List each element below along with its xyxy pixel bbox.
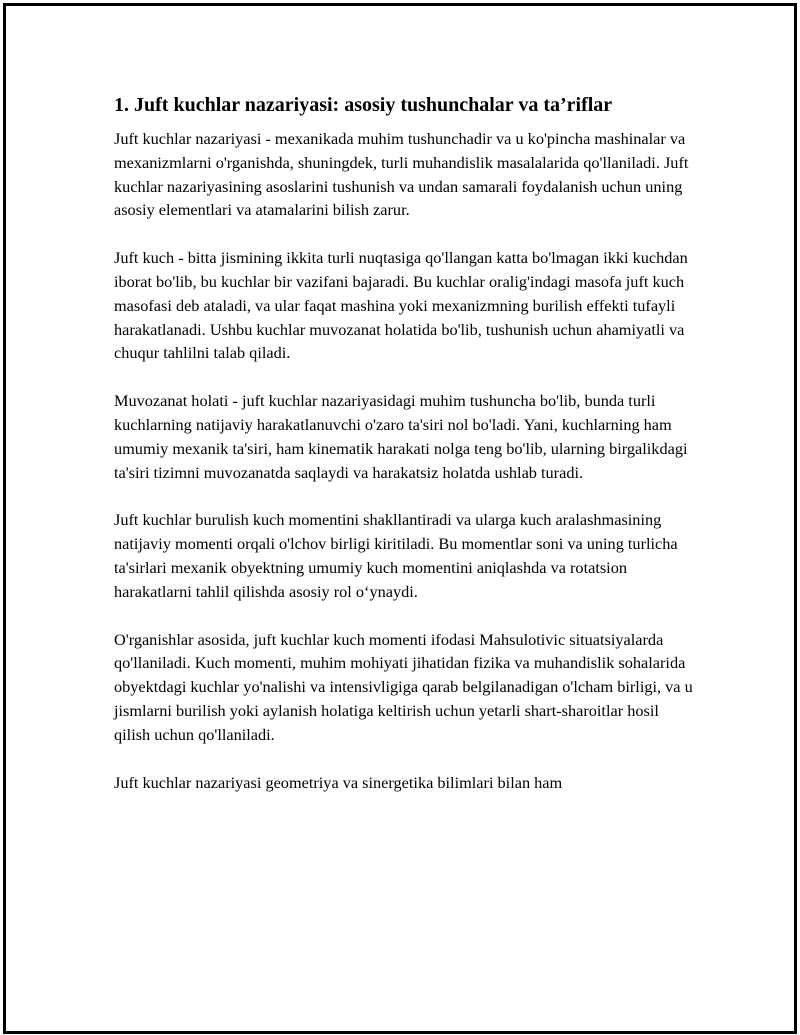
paragraph-2: Juft kuch - bitta jismining ikkita turli nuqtasiga qo'llangan katta bo'lmagan ikki kuchdan iborat bo'lib, bu kuchlar bir vazifani bajaradi. Bu kuchlar oralig'indagi masofa juft kuch masofasi deb ataladi, va ular faqat mashina yoki mexanizmning burilish effekti tufayli harakatlanadi. Ushbu kuchlar muvozanat holatida bo'lib, tushunish uchun ahamiyatli va chuqur tahlilni talab qiladi. bbox=[114, 248, 688, 363]
paragraph-6: Juft kuchlar nazariyasi geometriya va sinergetika bilimlari bilan ham bbox=[114, 772, 563, 792]
paragraph-4: Juft kuchlar burulish kuch momentini shakllantiradi va ularga kuch aralashmasining natijaviy momenti orqali o'lchov birligi kiritiladi. Bu momentlar soni va uning turlicha ta'sirlari mexanik obyektning umumiy kuch momentini aniqlashda va rotatsion harakatlarni tahlil qilishda asosiy rol o‘ynaydi. bbox=[114, 510, 678, 601]
paragraph-3: Muvozanat holati - juft kuchlar nazariyasidagi muhim tushuncha bo'lib, bunda turli kuchlarning natijaviy harakatlanuvchi o'zaro ta'siri nol bo'ladi. Yani, kuchlarning ham umumiy mexanik ta'siri, ham kinematik harakati nolga teng bo'lib, ularning birgalikdagi ta'siri tizimni muvozanatda saqlaydi va harakatsiz holatda ushlab turadi. bbox=[114, 391, 688, 482]
document-body bbox=[114, 92, 694, 818]
section-heading: 1. Juft kuchlar nazariyasi: asosiy tushunchalar va ta’riflar bbox=[114, 94, 613, 116]
paragraph-1: Juft kuchlar nazariyasi - mexanikada muhim tushunchadir va u ko'pincha mashinalar va mexanizmlarni o'rganishda, shuningdek, turli muhandislik masalalarida qo'llaniladi. Juft kuchlar nazariyasining asoslarini tushunish va undan samarali foydalanish uchun uning asosiy elementlari va atamalarini bilish zarur. bbox=[114, 129, 689, 220]
paragraph-5: O'rganishlar asosida, juft kuchlar kuch momenti ifodasi Mahsulotivic situatsiyalarda qo'llaniladi. Kuch momenti, muhim mohiyati jihatidan fizika va muhandislik sohalarida obyektdagi kuchlar yo'nalishi va intensivligiga qarab belgilanadigan o'lcham birligi, va u jismlarni burilish yoki aylanish holatiga keltirish uchun yetarli shart-sharoitlar hosil qilish uchun qo'llaniladi. bbox=[114, 629, 693, 744]
